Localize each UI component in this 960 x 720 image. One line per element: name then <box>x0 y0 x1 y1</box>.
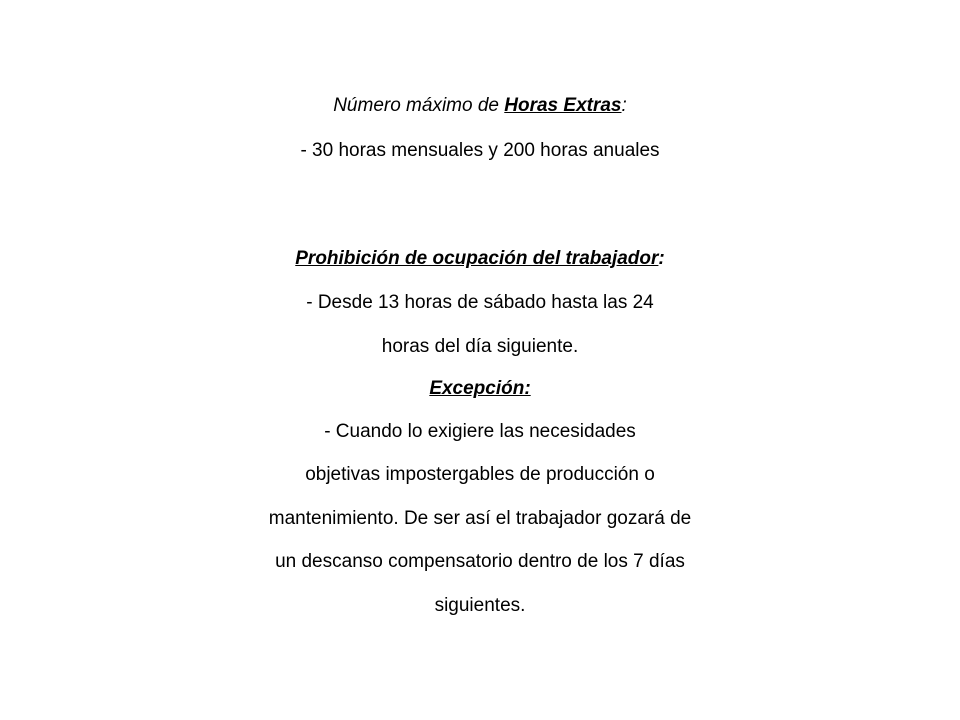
exception-line-3: mantenimiento. De ser así el trabajador gozará de <box>268 508 692 529</box>
prohibition-heading <box>0 247 960 271</box>
exception-line-1: - Cuando lo exigiere las necesidades <box>324 421 636 442</box>
overtime-heading-emphasis: Horas Extras <box>504 95 622 116</box>
overtime-heading <box>0 94 960 118</box>
overtime-heading-prefix: Número máximo de <box>333 95 505 116</box>
exception-line-5: siguientes. <box>434 595 526 616</box>
prohibition-heading-text: Prohibición de ocupación del trabajador <box>295 248 659 269</box>
exception-line-2: objetivas impostergables de producción o <box>305 464 655 485</box>
prohibition-heading-suffix: : <box>658 248 665 269</box>
prohibition-line-1: - Desde 13 horas de sábado hasta las 24 <box>306 292 654 313</box>
overtime-limit-text: - 30 horas mensuales y 200 horas anuales <box>300 140 660 161</box>
overtime-heading-suffix: : <box>621 95 627 116</box>
exception-heading: Excepción: <box>429 378 531 399</box>
prohibition-line-2: horas del día siguiente. <box>381 336 579 357</box>
exception-line-4: un descanso compensatorio dentro de los 7 días <box>275 551 685 572</box>
